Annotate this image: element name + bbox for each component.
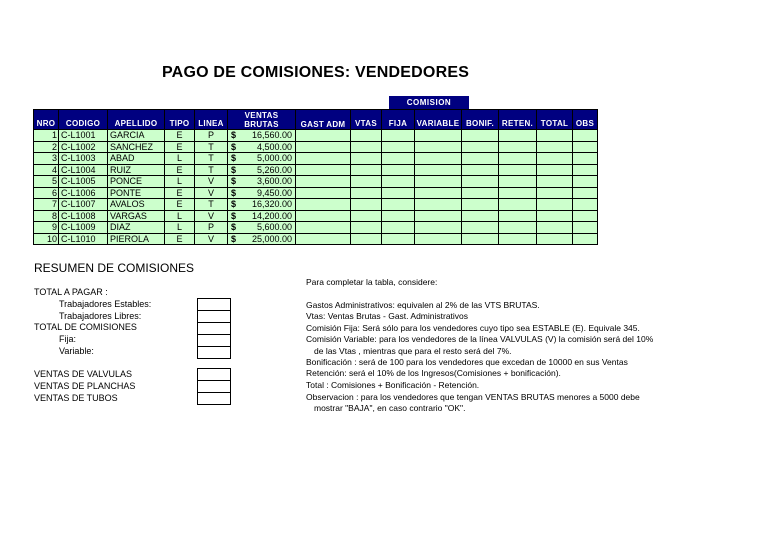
row-reten[interactable]: [499, 233, 537, 245]
row-linea[interactable]: P: [195, 222, 228, 234]
row-reten[interactable]: [499, 130, 537, 142]
row-bonif[interactable]: [462, 233, 499, 245]
row-ventas-brutas[interactable]: 5,000.00: [242, 153, 296, 165]
row-variable[interactable]: [415, 153, 462, 165]
row-vtas[interactable]: [351, 164, 382, 176]
row-apellido[interactable]: ABAD: [108, 153, 165, 165]
row-reten[interactable]: [499, 187, 537, 199]
row-codigo[interactable]: C-L1003: [59, 153, 108, 165]
row-currency[interactable]: $: [228, 222, 242, 234]
note-reten: Retención: será el 10% de los Ingresos(Comisiones + bonificación).: [306, 368, 561, 378]
row-obs[interactable]: [573, 164, 598, 176]
row-linea[interactable]: V: [195, 176, 228, 188]
row-gast-adm[interactable]: [296, 176, 351, 188]
table-row: [34, 199, 598, 211]
table-row: [34, 210, 598, 222]
row-variable[interactable]: [415, 233, 462, 245]
row-total[interactable]: [537, 210, 573, 222]
row-currency[interactable]: $: [228, 153, 242, 165]
row-nro[interactable]: 10: [34, 233, 59, 245]
header-variable[interactable]: VARIABLE: [415, 110, 462, 130]
row-fija[interactable]: [382, 199, 415, 211]
row-reten[interactable]: [499, 199, 537, 211]
row-gast-adm[interactable]: [296, 210, 351, 222]
note-vtas: Vtas: Ventas Brutas - Gast. Administrativos: [306, 311, 469, 321]
header-apellido[interactable]: APELLIDO: [108, 110, 165, 130]
row-variable[interactable]: [415, 222, 462, 234]
row-tipo[interactable]: L: [165, 210, 195, 222]
valvulas-label: VENTAS DE VALVULAS: [34, 369, 133, 379]
row-fija[interactable]: [382, 153, 415, 165]
row-variable[interactable]: [415, 187, 462, 199]
row-total[interactable]: [537, 130, 573, 142]
variable-cell[interactable]: [197, 346, 231, 359]
row-tipo[interactable]: E: [165, 233, 195, 245]
fija-label: Fija:: [59, 334, 77, 344]
planchas-label: VENTAS DE PLANCHAS: [34, 381, 136, 391]
row-tipo[interactable]: E: [165, 187, 195, 199]
row-tipo[interactable]: E: [165, 141, 195, 153]
row-gast-adm[interactable]: [296, 130, 351, 142]
row-linea[interactable]: T: [195, 164, 228, 176]
row-obs[interactable]: [573, 130, 598, 142]
row-obs[interactable]: [573, 199, 598, 211]
row-bonif[interactable]: [462, 153, 499, 165]
header-fija[interactable]: FIJA: [382, 110, 415, 130]
header-linea[interactable]: LINEA: [195, 110, 228, 130]
row-fija[interactable]: [382, 210, 415, 222]
note-bonif: Bonificación : será de 100 para los vendedores que excedan de 10000 en sus Ventas: [306, 357, 628, 367]
row-tipo[interactable]: L: [165, 222, 195, 234]
header-ventas-brutas[interactable]: VENTAS BRUTAS: [228, 110, 296, 130]
row-tipo[interactable]: L: [165, 153, 195, 165]
row-apellido[interactable]: SANCHEZ: [108, 141, 165, 153]
tubos-cell[interactable]: [197, 392, 231, 405]
row-fija[interactable]: [382, 130, 415, 142]
row-total[interactable]: [537, 176, 573, 188]
row-reten[interactable]: [499, 141, 537, 153]
row-linea[interactable]: T: [195, 153, 228, 165]
row-bonif[interactable]: [462, 141, 499, 153]
row-total[interactable]: [537, 199, 573, 211]
page-title: PAGO DE COMISIONES: VENDEDORES: [162, 64, 470, 81]
total-comisiones-label: TOTAL DE COMISIONES: [34, 322, 137, 332]
row-tipo[interactable]: L: [165, 176, 195, 188]
header-obs[interactable]: OBS: [573, 110, 598, 130]
row-nro[interactable]: 5: [34, 176, 59, 188]
note-fija: Comisión Fija: Será sólo para los vendedores cuyo tipo sea ESTABLE (E). Equivale 345.: [306, 323, 640, 333]
note-intro: Para completar la tabla, considere:: [306, 277, 438, 287]
note-variable: Comisión Variable: para los vendedores de la línea VALVULAS (V) la comisión será del 10%: [306, 334, 654, 344]
row-codigo[interactable]: C-L1002: [59, 141, 108, 153]
row-nro[interactable]: 6: [34, 187, 59, 199]
row-obs[interactable]: [573, 233, 598, 245]
row-apellido[interactable]: AVALOS: [108, 199, 165, 211]
row-ventas-brutas[interactable]: 5,600.00: [242, 222, 296, 234]
row-vtas[interactable]: [351, 141, 382, 153]
table-header-row: [34, 110, 598, 130]
row-currency[interactable]: $: [228, 141, 242, 153]
row-fija[interactable]: [382, 176, 415, 188]
header-gast-adm[interactable]: GAST ADM: [296, 110, 351, 130]
row-apellido[interactable]: PIEROLA: [108, 233, 165, 245]
row-reten[interactable]: [499, 176, 537, 188]
row-gast-adm[interactable]: [296, 187, 351, 199]
row-currency[interactable]: $: [228, 176, 242, 188]
row-obs[interactable]: [573, 141, 598, 153]
row-nro[interactable]: 7: [34, 199, 59, 211]
row-variable[interactable]: [415, 199, 462, 211]
row-bonif[interactable]: [462, 176, 499, 188]
row-gast-adm[interactable]: [296, 141, 351, 153]
row-linea[interactable]: T: [195, 141, 228, 153]
resumen-title: RESUMEN DE COMISIONES: [34, 261, 195, 275]
row-bonif[interactable]: [462, 222, 499, 234]
row-nro[interactable]: 3: [34, 153, 59, 165]
table-row: [34, 233, 598, 245]
row-variable[interactable]: [415, 164, 462, 176]
row-linea[interactable]: V: [195, 210, 228, 222]
row-currency[interactable]: $: [228, 187, 242, 199]
table-row: [34, 130, 598, 142]
libres-label: Trabajadores Libres:: [59, 311, 142, 321]
row-obs[interactable]: [573, 210, 598, 222]
row-bonif[interactable]: [462, 164, 499, 176]
row-fija[interactable]: [382, 141, 415, 153]
header-total[interactable]: TOTAL: [537, 110, 573, 130]
header-bonif[interactable]: BONIF.: [462, 110, 499, 130]
table-row: [34, 176, 598, 188]
row-codigo[interactable]: C-L1007: [59, 199, 108, 211]
row-gast-adm[interactable]: [296, 199, 351, 211]
row-bonif[interactable]: [462, 187, 499, 199]
row-linea[interactable]: P: [195, 130, 228, 142]
row-bonif[interactable]: [462, 199, 499, 211]
variable-label: Variable:: [59, 346, 94, 356]
row-bonif[interactable]: [462, 210, 499, 222]
row-ventas-brutas[interactable]: 16,320.00: [242, 199, 296, 211]
row-nro[interactable]: 1: [34, 130, 59, 142]
row-reten[interactable]: [499, 164, 537, 176]
row-apellido[interactable]: RUIZ: [108, 164, 165, 176]
row-vtas[interactable]: [351, 176, 382, 188]
row-gast-adm[interactable]: [296, 153, 351, 165]
row-apellido[interactable]: GARCIA: [108, 130, 165, 142]
row-apellido[interactable]: PONCE: [108, 176, 165, 188]
row-fija[interactable]: [382, 164, 415, 176]
row-nro[interactable]: 4: [34, 164, 59, 176]
row-gast-adm[interactable]: [296, 233, 351, 245]
row-obs[interactable]: [573, 222, 598, 234]
row-variable[interactable]: [415, 210, 462, 222]
row-total[interactable]: [537, 187, 573, 199]
row-vtas[interactable]: [351, 222, 382, 234]
header-tipo[interactable]: TIPO: [165, 110, 195, 130]
row-obs[interactable]: [573, 187, 598, 199]
row-vtas[interactable]: [351, 210, 382, 222]
row-fija[interactable]: [382, 187, 415, 199]
row-ventas-brutas[interactable]: 9,450.00: [242, 187, 296, 199]
row-apellido[interactable]: VARGAS: [108, 210, 165, 222]
row-variable[interactable]: [415, 130, 462, 142]
row-nro[interactable]: 8: [34, 210, 59, 222]
row-nro[interactable]: 2: [34, 141, 59, 153]
row-ventas-brutas[interactable]: 14,200.00: [242, 210, 296, 222]
row-obs[interactable]: [573, 176, 598, 188]
row-vtas[interactable]: [351, 130, 382, 142]
row-currency[interactable]: $: [228, 210, 242, 222]
table-row: [34, 153, 598, 165]
row-vtas[interactable]: [351, 187, 382, 199]
row-vtas[interactable]: [351, 199, 382, 211]
header-codigo[interactable]: CODIGO: [59, 110, 108, 130]
header-vtas[interactable]: VTAS: [351, 110, 382, 130]
row-apellido[interactable]: DIAZ: [108, 222, 165, 234]
row-codigo[interactable]: C-L1005: [59, 176, 108, 188]
row-ventas-brutas[interactable]: 25,000.00: [242, 233, 296, 245]
table-row: [34, 187, 598, 199]
row-currency[interactable]: $: [228, 199, 242, 211]
row-apellido[interactable]: PONTE: [108, 187, 165, 199]
header-reten[interactable]: RETEN.: [499, 110, 537, 130]
table-row: [34, 141, 598, 153]
row-ventas-brutas[interactable]: 5,260.00: [242, 164, 296, 176]
row-total[interactable]: [537, 141, 573, 153]
note-gastos: Gastos Administrativos: equivalen al 2% de las VTS BRUTAS.: [306, 300, 540, 310]
row-currency[interactable]: $: [228, 233, 242, 245]
note-obs-cont: mostrar "BAJA", en caso contrario "OK".: [314, 403, 466, 413]
row-variable[interactable]: [415, 176, 462, 188]
row-linea[interactable]: V: [195, 187, 228, 199]
row-codigo[interactable]: C-L1009: [59, 222, 108, 234]
row-total[interactable]: [537, 222, 573, 234]
comision-group-header: COMISION: [389, 96, 469, 109]
row-codigo[interactable]: C-L1006: [59, 187, 108, 199]
row-currency[interactable]: $: [228, 130, 242, 142]
row-gast-adm[interactable]: [296, 164, 351, 176]
row-reten[interactable]: [499, 153, 537, 165]
total-pagar-label: TOTAL A PAGAR :: [34, 287, 108, 297]
row-codigo[interactable]: C-L1008: [59, 210, 108, 222]
row-total[interactable]: [537, 164, 573, 176]
row-obs[interactable]: [573, 153, 598, 165]
note-total: Total : Comisiones + Bonificación - Retención.: [306, 380, 480, 390]
header-nro[interactable]: NRO: [34, 110, 59, 130]
row-reten[interactable]: [499, 222, 537, 234]
tubos-label: VENTAS DE TUBOS: [34, 393, 118, 403]
row-fija[interactable]: [382, 222, 415, 234]
commissions-table: [33, 109, 598, 245]
row-fija[interactable]: [382, 233, 415, 245]
row-vtas[interactable]: [351, 233, 382, 245]
row-total[interactable]: [537, 153, 573, 165]
row-codigo[interactable]: C-L1004: [59, 164, 108, 176]
row-ventas-brutas[interactable]: 16,560.00: [242, 130, 296, 142]
note-obs: Observacion : para los vendedores que tengan VENTAS BRUTAS menores a 5000 debe: [306, 392, 640, 402]
note-variable-cont: de las Vtas , mientras que para el resto será del 7%.: [314, 346, 512, 356]
row-tipo[interactable]: E: [165, 164, 195, 176]
row-tipo[interactable]: E: [165, 199, 195, 211]
row-gast-adm[interactable]: [296, 222, 351, 234]
row-variable[interactable]: [415, 141, 462, 153]
row-total[interactable]: [537, 233, 573, 245]
row-currency[interactable]: $: [228, 164, 242, 176]
row-linea[interactable]: T: [195, 199, 228, 211]
row-nro[interactable]: 9: [34, 222, 59, 234]
row-tipo[interactable]: E: [165, 130, 195, 142]
row-reten[interactable]: [499, 210, 537, 222]
row-vtas[interactable]: [351, 153, 382, 165]
row-bonif[interactable]: [462, 130, 499, 142]
row-codigo[interactable]: C-L1001: [59, 130, 108, 142]
table-row: [34, 164, 598, 176]
row-ventas-brutas[interactable]: 3,600.00: [242, 176, 296, 188]
row-codigo[interactable]: C-L1010: [59, 233, 108, 245]
row-linea[interactable]: V: [195, 233, 228, 245]
row-ventas-brutas[interactable]: 4,500.00: [242, 141, 296, 153]
estables-label: Trabajadores Estables:: [59, 299, 152, 309]
table-row: [34, 222, 598, 234]
